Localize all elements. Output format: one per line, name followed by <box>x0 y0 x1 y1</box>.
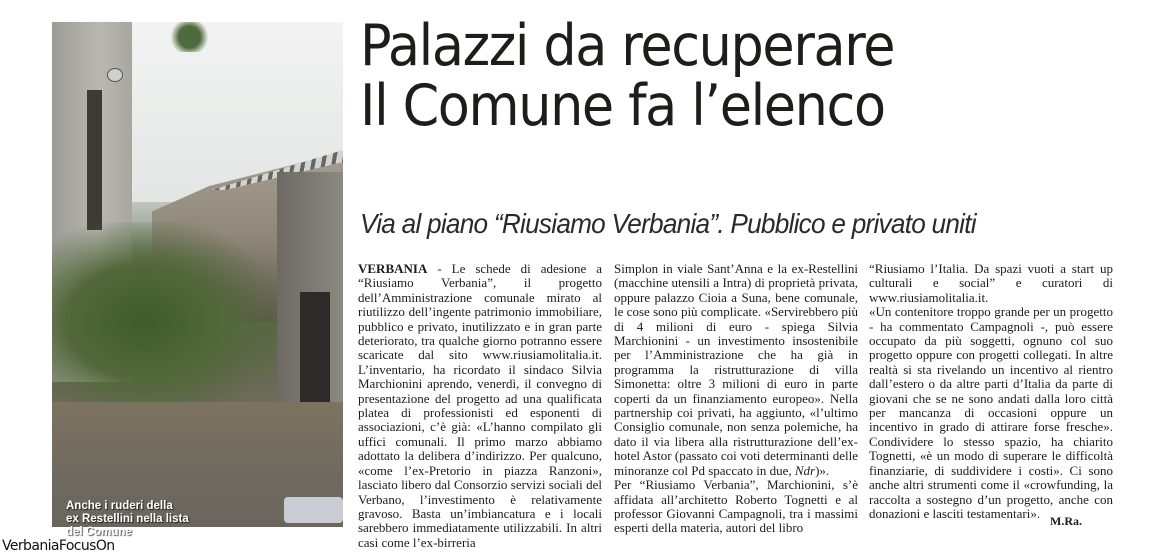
column-2-text-end: )». <box>815 462 830 478</box>
photo-caption <box>66 500 189 539</box>
column-1-text: - Le schede di adesione a “Riusiamo Verbania”, il progetto dell’Amministrazione comunale mirato al riutilizzo dell’ingente patrimonio immobiliare, pubblico e privato, inutilizzato e in gran parte deteriorato, tra qualche giorno potranno essere scaricate dal sito www.riusiamolitalia.it. L’inventario, ha ricordato il sindaco Silvia Marchionini aprendo, venerdì, il convegno di presentazione del progetto ad una qualificata platea di professionisti ed esponenti di associazioni, c’è già: «L’hanno compilato gli uffici comunali. Il primo marzo abbiamo adottato la delibera d’indirizzo. Per qualcuno, «come l’ex-Pretorio in piazza Ranzoni», lasciato libero dal Consorzio servizi sociali del Verbano, l’investimento è relativamente gravoso. Basta un’imbiancatura e i locali sarebbero immediatamente utilizzabili. In altri casi come l’ex-birreria <box>358 261 602 550</box>
headline-line-2: Il Comune fa l’elenco <box>360 73 885 139</box>
column-2-text: Simplon in viale Sant’Anna e la ex-Restellini (macchine utensili a Intra) di proprietà privata, oppure palazzo Cioia a Suna, bene comunale, le cose sono più complicate. «Servirebbero più di 4 milioni di euro - spiega Silvia Marchionini - un investimento insostenibile per l’Amministrazione che ha già in programma la ristrutturazione di villa Simonetta: oltre 3 milioni di euro in parte coperti da un finanziamento europeo». Nella partnership coi privati, ha aggiunto, «l’ultimo Consiglio comunale, non senza polemiche, ha dato il via libera alla ristrutturazione dell’ex-hotel Astor (passato coi voti determinanti delle minoranze col Pd spaccato in due, <box>614 261 858 478</box>
paragraph: “Riusiamo l’Italia. Da spazi vuoti a start up culturali e social” e curatori di www.riusiamolitalia.it. <box>869 261 1113 305</box>
photo-right-door <box>300 292 330 412</box>
editor-note: Ndr <box>794 462 816 478</box>
article-column-3 <box>869 262 1113 521</box>
caption-line: del Comune <box>66 526 132 538</box>
photo-doorway <box>87 90 102 230</box>
dateline: VERBANIA <box>358 261 428 276</box>
article-photo <box>52 22 343 538</box>
photo-leaves <box>167 22 212 52</box>
subheadline: Via al piano “Riusiamo Verbania”. Pubblico e privato uniti <box>360 208 976 239</box>
caption-line: ex Restellini nella lista <box>66 513 189 525</box>
paragraph: «Un contenitore troppo grande per un progetto - ha commentato Campagnoli -, può essere occupato da più soggetti, ognuno col suo progetto oppure con progetti collegati. In altre realtà si sta rivelando un incentivo al rientro dall’estero o da altre parti d’Italia da parte di giovani che se ne sono andati dalla loro città per mancanza di occasioni oppure un incentivo in grado di attirare forse fresche». Condividere lo stesso spazio, ha chiarito Tognetti, «è un modo di superare le difficoltà finanziarie, di suddividere i costi». Ci sono anche altri strumenti come il «crowfunding, la raccolta a sostegno d’un progetto, anche con donazioni e lasciti testamentari». <box>869 304 1113 521</box>
paragraph <box>614 262 858 478</box>
headline <box>360 13 895 139</box>
paragraph <box>358 262 602 550</box>
photo-vegetation <box>52 222 282 422</box>
source-watermark: VerbaniaFocusOn <box>2 538 115 554</box>
article-column-1 <box>358 262 602 550</box>
photo-debris <box>284 497 343 523</box>
photo-lamp <box>107 68 123 82</box>
headline-line-1: Palazzi da recuperare <box>360 13 895 79</box>
caption-line: Anche i ruderi della <box>66 500 173 512</box>
author-signature: M.Ra. <box>1050 514 1082 528</box>
paragraph: Per “Riusiamo Verbania”, Marchionini, s’è affidata all’architetto Roberto Tognetti e al professor Giovanni Campagnoli, tra i massimi esperti della materia, autori del libro <box>614 477 858 536</box>
article-column-2 <box>614 262 858 536</box>
